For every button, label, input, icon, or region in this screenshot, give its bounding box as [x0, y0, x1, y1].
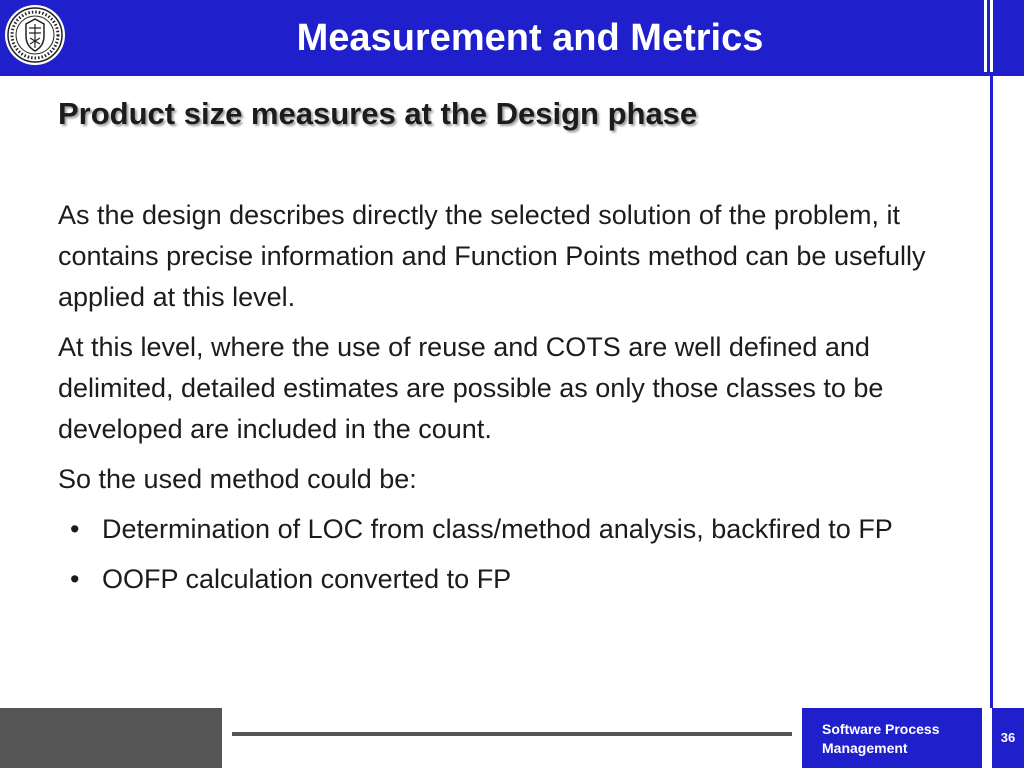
bullet-icon: •	[70, 564, 80, 594]
header-rule	[0, 72, 1024, 76]
slide-title: Measurement and Metrics	[296, 17, 764, 59]
footer-course-line: Software Process	[822, 721, 940, 737]
footer-course-label	[802, 708, 982, 768]
header-divider	[990, 0, 993, 72]
body-paragraph: As the design describes directly the selected solution of the problem, it contains precise information and Function Points method can be usefully applied at this level.	[58, 200, 926, 312]
body-paragraph: At this level, where the use of reuse and COTS are well defined and delimited, detailed estimates are possible as only those classes to be developed are included in the count.	[58, 332, 884, 444]
footer-course-line: Management	[822, 740, 908, 756]
bullet-list	[58, 509, 978, 600]
right-border-bar	[990, 76, 993, 708]
header-divider	[984, 0, 987, 72]
footer-gray-block	[0, 708, 222, 768]
bullet-text: OOFP calculation converted to FP	[102, 564, 512, 594]
slide-subtitle: Product size measures at the Design phase	[58, 96, 698, 131]
university-seal-icon	[4, 4, 66, 66]
slide-header	[0, 0, 1024, 72]
bullet-item	[58, 559, 978, 600]
page-number: 36	[992, 708, 1024, 768]
slide-body	[58, 195, 978, 609]
footer-rule	[232, 732, 792, 736]
bullet-text: Determination of LOC from class/method analysis, backfired to FP	[102, 514, 893, 544]
bullet-icon: •	[70, 514, 80, 544]
bullet-item	[58, 509, 978, 550]
body-paragraph: So the used method could be:	[58, 464, 417, 494]
